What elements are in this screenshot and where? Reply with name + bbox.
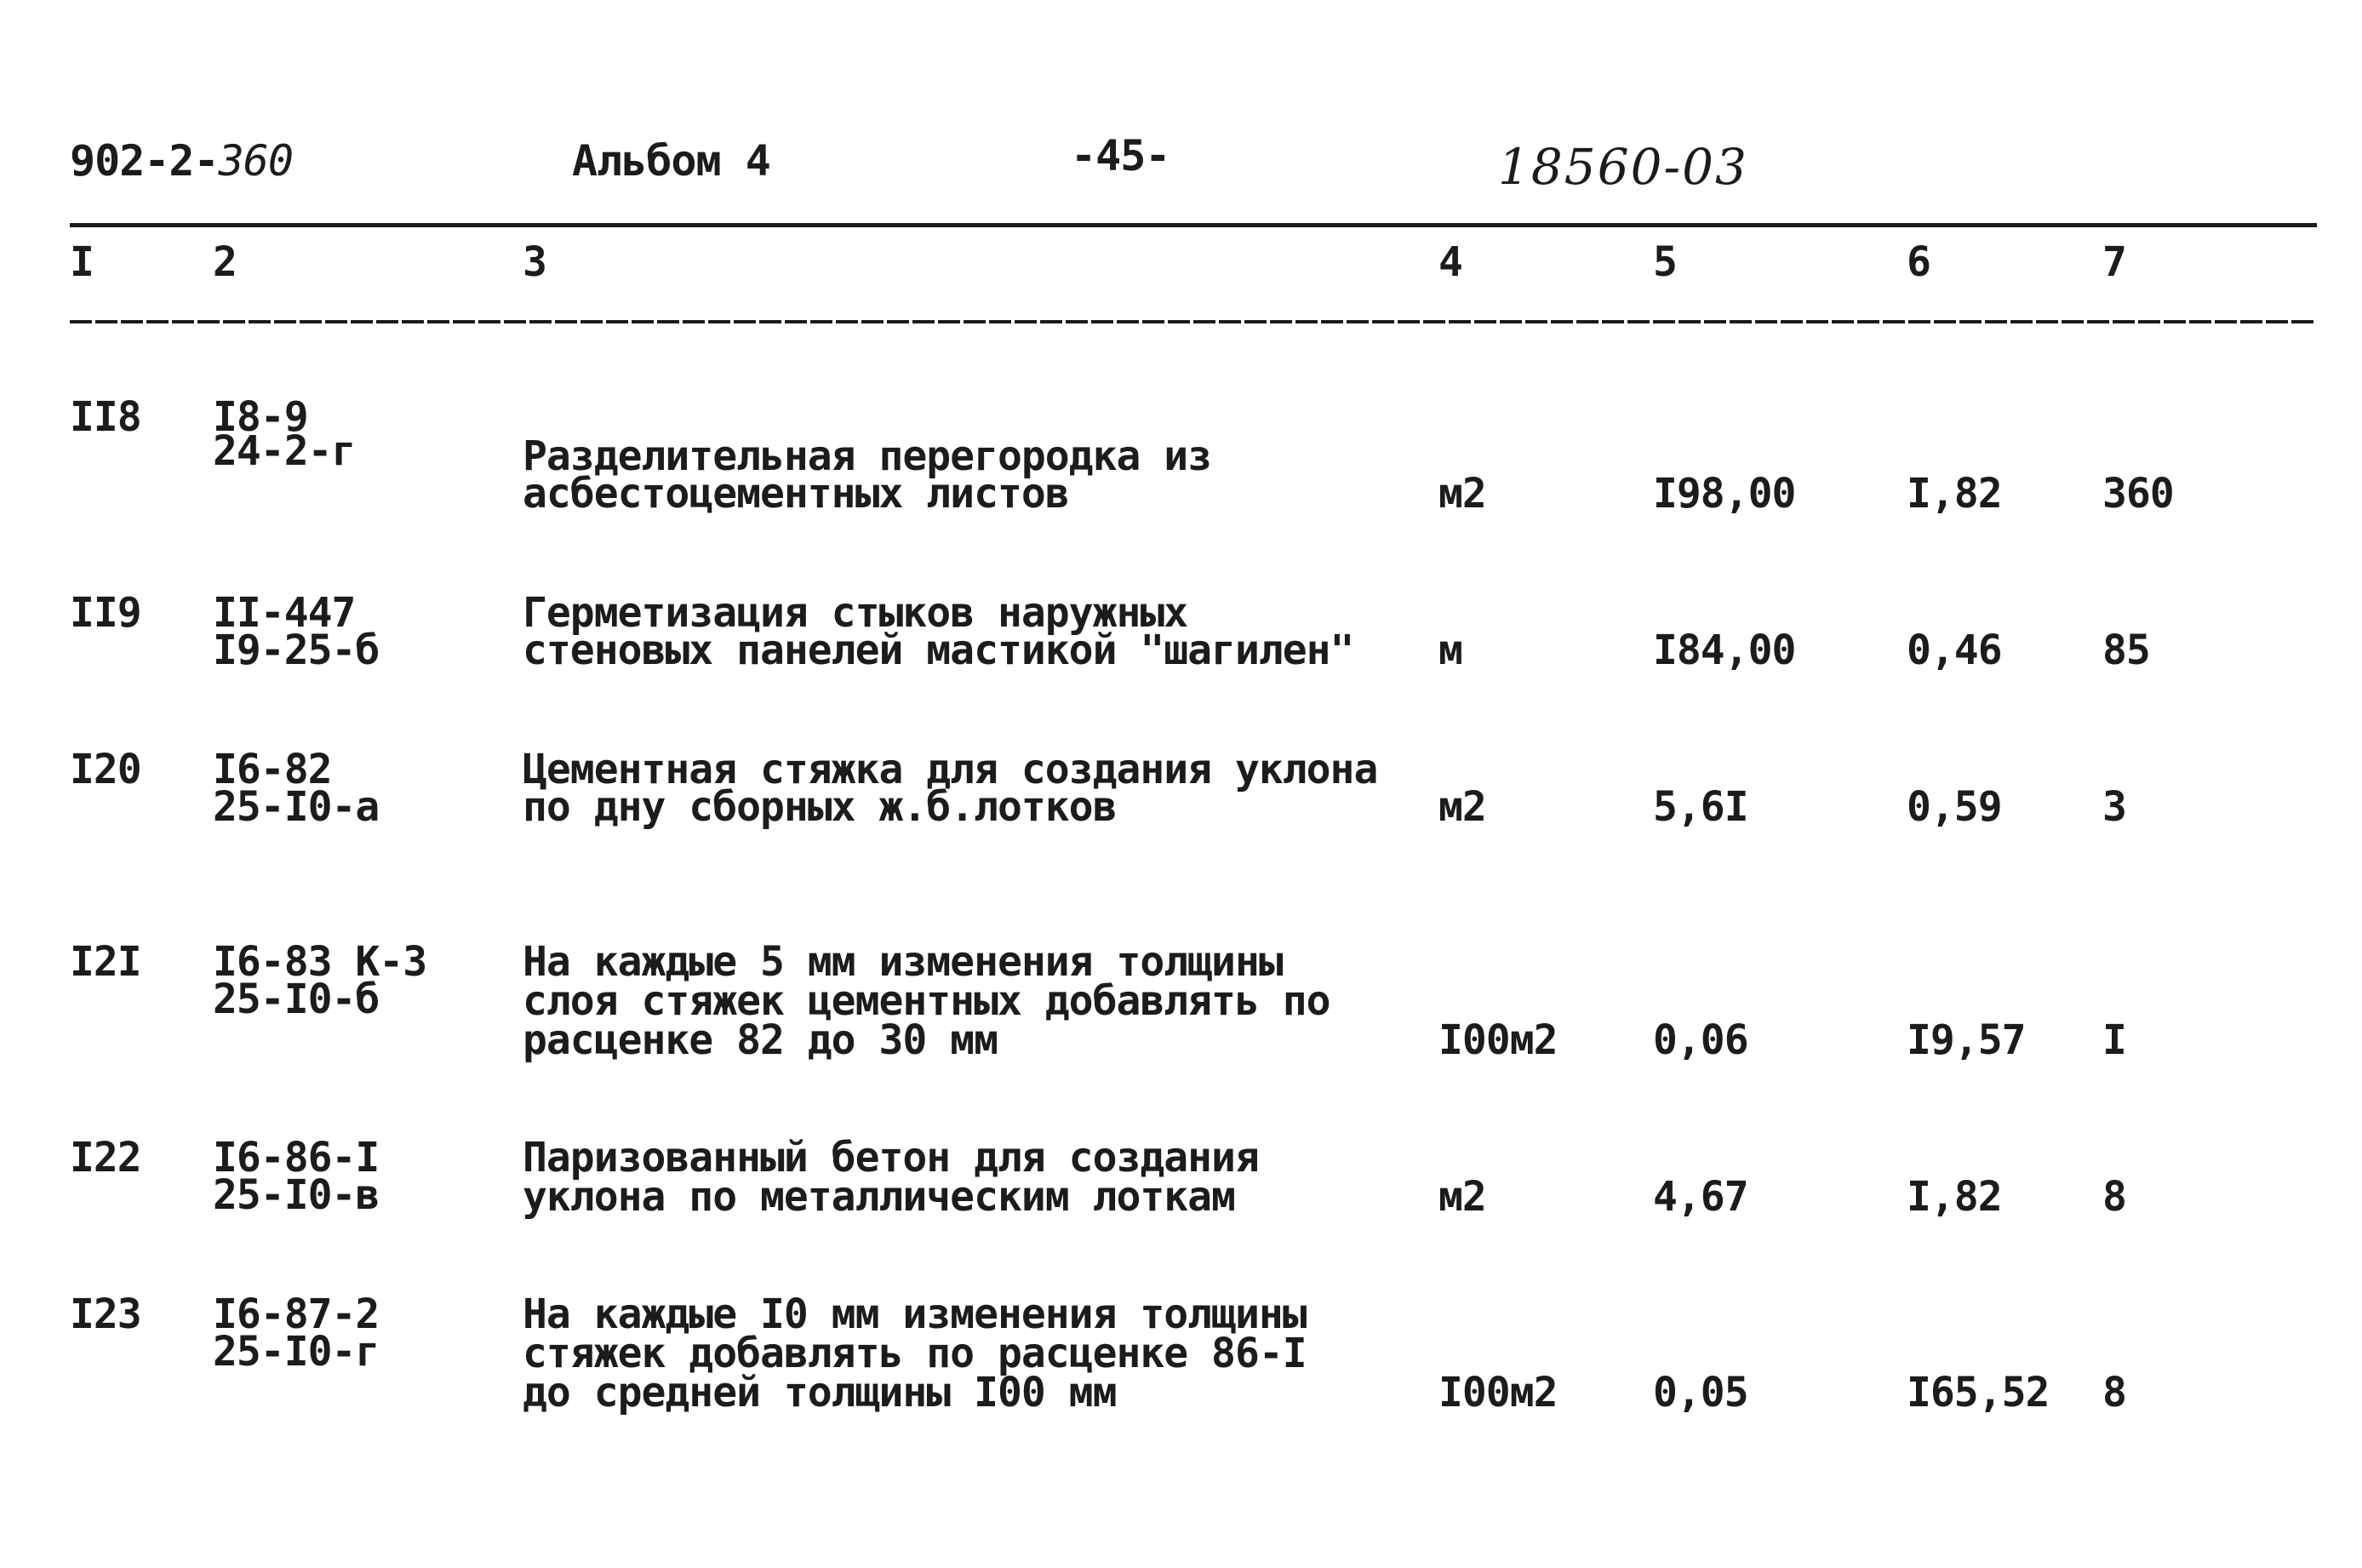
row-desc-line: На каждые I0 мм изменения толщины: [523, 1290, 1307, 1338]
handwritten-number: 18560-03: [1498, 138, 1748, 196]
row-code-1: I6-83 К-3: [213, 938, 427, 986]
doc-number-suffix: 360: [218, 136, 293, 186]
row-unit: м2: [1438, 783, 1486, 831]
row-quantity: I84,00: [1653, 627, 1796, 674]
column-header-6: 6: [1907, 238, 1931, 286]
row-number: I22: [70, 1134, 141, 1182]
row-code-1: I6-87-2: [213, 1290, 380, 1338]
row-desc-line: Паризованный бетон для создания: [523, 1134, 1259, 1182]
row-unit: I00м2: [1438, 1016, 1558, 1064]
row-code-1: I8-9: [213, 393, 308, 441]
page-number: -45-: [1071, 131, 1170, 180]
row-desc-line: стеновых панелей мастикой "шагилен": [523, 627, 1354, 674]
row-quantity: 0,06: [1653, 1016, 1748, 1064]
row-desc-line: по дну сборных ж.б.лотков: [523, 783, 1117, 831]
row-desc-line: На каждые 5 мм изменения толщины: [523, 938, 1283, 986]
row-quantity: 4,67: [1653, 1173, 1748, 1221]
row-price: 0,59: [1907, 783, 2002, 831]
row-code-2: 25-I0-г: [213, 1328, 380, 1376]
row-number: II8: [70, 393, 141, 441]
row-quantity: 0,05: [1653, 1369, 1748, 1416]
row-unit: м2: [1438, 1173, 1486, 1221]
row-desc-line: расценке 82 до 30 мм: [523, 1016, 998, 1064]
doc-number: [70, 136, 293, 186]
row-desc-line: Герметизация стыков наружных: [523, 589, 1188, 637]
row-total: 8: [2102, 1173, 2126, 1221]
row-number: I23: [70, 1290, 141, 1338]
row-number: I20: [70, 746, 141, 793]
row-code-2: 25-I0-б: [213, 976, 380, 1023]
row-price: I65,52: [1907, 1369, 2050, 1416]
doc-number-prefix: 902-2-: [70, 136, 219, 186]
row-quantity: I98,00: [1653, 470, 1796, 518]
row-code-1: II-447: [213, 589, 356, 637]
row-total: 8: [2102, 1369, 2126, 1416]
row-total: 85: [2102, 627, 2150, 674]
column-header-3: 3: [523, 238, 547, 286]
row-number: II9: [70, 589, 141, 637]
row-unit: м2: [1438, 470, 1486, 518]
row-code-1: I6-82: [213, 746, 332, 793]
column-header-2: 2: [213, 238, 237, 286]
header-rule: [70, 320, 2317, 323]
row-desc-line: до средней толщины I00 мм: [523, 1369, 1117, 1416]
row-price: I,82: [1907, 470, 2002, 518]
row-code-2: 25-I0-в: [213, 1171, 380, 1219]
row-desc-line: асбестоцементных листов: [523, 470, 1069, 518]
column-header-5: 5: [1653, 238, 1678, 286]
row-desc-line: уклона по металлическим лоткам: [523, 1173, 1235, 1221]
row-price: I9,57: [1907, 1016, 2026, 1064]
row-code-2: I9-25-б: [213, 627, 380, 674]
row-desc-line: Разделительная перегородка из: [523, 432, 1212, 480]
row-code-2: 24-2-г: [213, 427, 356, 475]
album-label: Альбом 4: [572, 136, 770, 186]
row-total: 360: [2102, 470, 2174, 518]
row-unit: м: [1438, 627, 1462, 674]
row-code-1: I6-86-I: [213, 1134, 380, 1182]
row-desc-line: стяжек добавлять по расценке 86-I: [523, 1330, 1307, 1377]
top-rule: [70, 223, 2317, 227]
row-number: I2I: [70, 938, 141, 986]
row-total: 3: [2102, 783, 2126, 831]
column-header-7: 7: [2102, 238, 2127, 286]
row-price: 0,46: [1907, 627, 2002, 674]
row-desc-line: слоя стяжек цементных добавлять по: [523, 977, 1330, 1025]
row-code-2: 25-I0-а: [213, 783, 380, 831]
column-header-1: I: [70, 238, 94, 286]
row-unit: I00м2: [1438, 1369, 1558, 1416]
column-header-4: 4: [1438, 238, 1463, 286]
row-quantity: 5,6I: [1653, 783, 1748, 831]
row-total: I: [2102, 1016, 2126, 1064]
row-price: I,82: [1907, 1173, 2002, 1221]
row-desc-line: Цементная стяжка для создания уклона: [523, 746, 1378, 793]
